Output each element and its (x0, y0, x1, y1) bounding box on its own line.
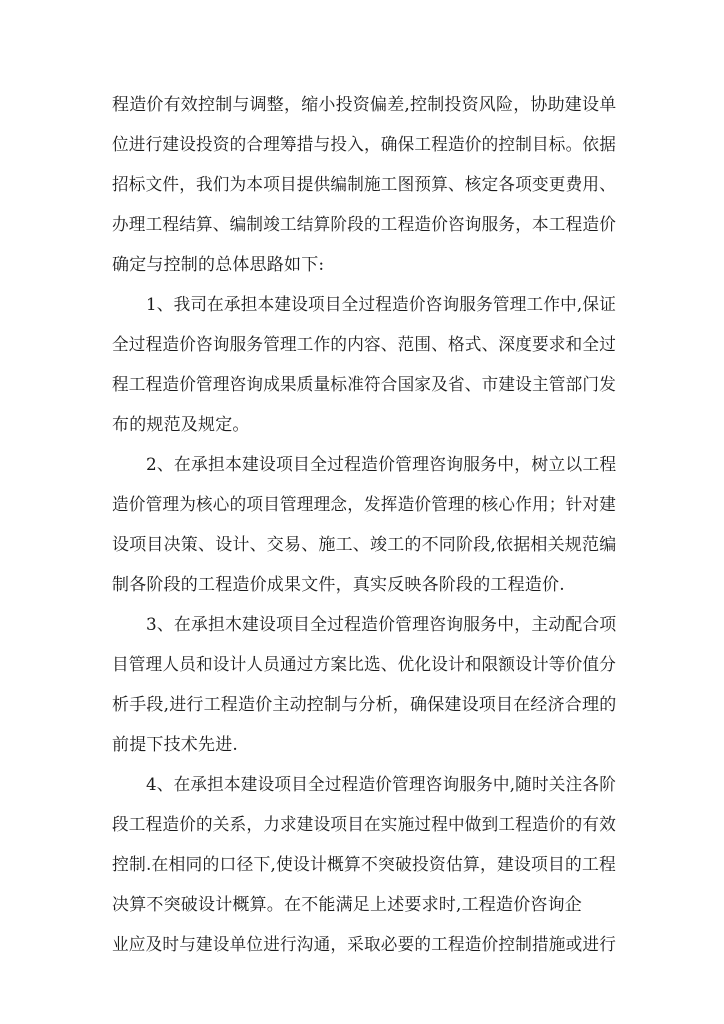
text-line: 确定与控制的总体思路如下: (112, 255, 325, 275)
text-line: 2、在承担本建设项目全过程造价管理咨询服务中，树立以工程 (146, 455, 617, 475)
text-line: 布的规范及规定。 (112, 415, 250, 435)
text-line: 控制.在相同的口径下,使设计概算不突破投资估算，建设项目的工程 (112, 855, 617, 875)
text-line: 制各阶段的工程造价成果文件，真实反映各阶段的工程造价. (112, 575, 565, 595)
text-line: 全过程造价咨询服务管理工作的内容、范围、格式、深度要求和全过 (112, 335, 616, 355)
text-line: 3、在承担木建设项目全过程造价管理咨询服务中，主动配合项 (146, 615, 617, 635)
text-line: 程工程造价管理咨询成果质量标准符合国家及省、市建设主管部门发 (112, 375, 616, 395)
text-line: 位进行建设投资的合理筹措与投入，确保工程造价的控制目标。依据 (112, 135, 616, 155)
text-line: 招标文件，我们为本项目提供编制施工图预算、核定各项变更费用、 (112, 175, 616, 195)
text-line: 1、我司在承担本建设项目全过程造价咨询服务管理工作中,保证 (146, 295, 617, 315)
text-line: 业应及时与建设单位进行沟通，采取必要的工程造价控制措施或进行 (112, 935, 616, 955)
text-line: 段工程造价的关系，力求建设项目在实施过程中做到工程造价的有效 (112, 815, 616, 835)
text-line: 4、在承担本建设项目全过程造价管理咨询服务中,随时关注各阶 (146, 775, 617, 795)
text-line: 程造价有效控制与调整，缩小投资偏差,控制投资风险，协助建设单 (112, 95, 617, 115)
text-line: 决算不突破设计概算。在不能满足上述要求时,工程造价咨询企 (112, 895, 583, 915)
text-line: 目管理人员和设计人员通过方案比选、优化设计和限额设计等价值分 (112, 655, 616, 675)
text-line: 设项目决策、设计、交易、施工、竣工的不同阶段,依据相关规范编 (112, 535, 617, 555)
text-line: 造价管理为核心的项目管理理念，发挥造价管理的核心作用；针对建 (112, 495, 616, 515)
text-line: 办理工程结算、编制竣工结算阶段的工程造价咨询服务，本工程造价 (112, 215, 616, 235)
text-line: 前提下技术先进. (112, 735, 239, 755)
text-line: 析手段,进行工程造价主动控制与分析，确保建设项目在经济合理的 (112, 695, 617, 715)
